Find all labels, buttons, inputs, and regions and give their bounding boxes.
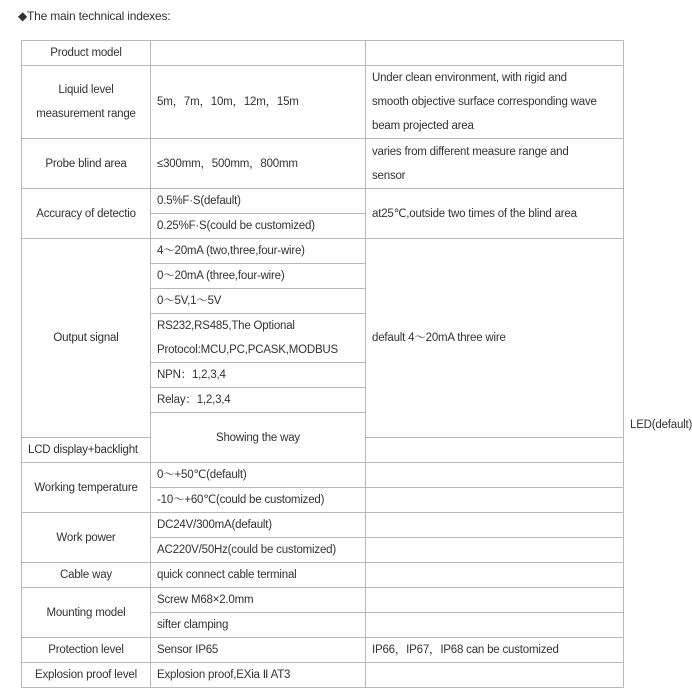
row-label: Product model bbox=[22, 41, 151, 66]
row-note: varies from different measure range and sensor bbox=[366, 139, 624, 189]
table-row bbox=[22, 663, 624, 688]
table-row bbox=[22, 41, 624, 66]
row-label: Accuracy of detectio bbox=[22, 189, 151, 239]
row-note bbox=[366, 613, 624, 638]
row-value: quick connect cable terminal bbox=[151, 563, 366, 588]
row-value: LCD display+backlight bbox=[22, 438, 151, 463]
row-value: ≤300mm，500mm，800mm bbox=[151, 139, 366, 189]
row-note bbox=[366, 513, 624, 538]
row-note bbox=[366, 588, 624, 613]
row-value: 4～20mA (two,three,four-wire) bbox=[151, 239, 366, 264]
row-value: AC220V/50Hz(could be customized) bbox=[151, 538, 366, 563]
row-label: Cable way bbox=[22, 563, 151, 588]
row-value bbox=[151, 41, 366, 66]
row-note: at25℃,outside two times of the blind area bbox=[366, 189, 624, 239]
table-row bbox=[22, 463, 624, 488]
table-row bbox=[22, 563, 624, 588]
technical-indexes-table bbox=[21, 40, 692, 688]
table-row bbox=[22, 66, 624, 139]
table-row bbox=[22, 189, 624, 214]
row-label: Showing the way bbox=[151, 413, 366, 463]
row-note bbox=[366, 41, 624, 66]
table-row bbox=[22, 513, 624, 538]
table-row bbox=[22, 239, 624, 264]
row-value: sifter clamping bbox=[151, 613, 366, 638]
row-value: 5m，7m，10m，12m，15m bbox=[151, 66, 366, 139]
row-note: Under clean environment, with rigid and smooth objective surface corresponding wave beam projected area bbox=[366, 66, 624, 139]
row-note: IP66，IP67，IP68 can be customized bbox=[366, 638, 624, 663]
row-label: Protection level bbox=[22, 638, 151, 663]
row-value: Screw M68×2.0mm bbox=[151, 588, 366, 613]
table-row bbox=[22, 588, 624, 613]
row-note bbox=[366, 438, 624, 463]
row-value: DC24V/300mA(default) bbox=[151, 513, 366, 538]
row-value: 0～5V,1～5V bbox=[151, 289, 366, 314]
row-value: RS232,RS485,The Optional Protocol:MCU,PC,PCASK,MODBUS bbox=[151, 314, 366, 363]
row-value: 0～20mA (three,four-wire) bbox=[151, 264, 366, 289]
row-value: NPN：1,2,3,4 bbox=[151, 363, 366, 388]
row-value: -10～+60℃(could be customized) bbox=[151, 488, 366, 513]
row-label: Mounting model bbox=[22, 588, 151, 638]
row-value: 0～+50℃(default) bbox=[151, 463, 366, 488]
row-note: default 4～20mA three wire bbox=[366, 239, 624, 438]
row-label: Work power bbox=[22, 513, 151, 563]
row-value: Explosion proof,EXia Ⅱ AT3 bbox=[151, 663, 366, 688]
row-value: 0.25%F·S(could be customized) bbox=[151, 214, 366, 239]
table-row: Showing the way LED(default) bbox=[22, 413, 624, 438]
table-row bbox=[22, 139, 624, 189]
row-label: Liquid level measurement range bbox=[22, 66, 151, 139]
row-label: Working temperature bbox=[22, 463, 151, 513]
row-value: 0.5%F·S(default) bbox=[151, 189, 366, 214]
row-note bbox=[366, 463, 624, 488]
table-row bbox=[22, 638, 624, 663]
row-value: Sensor IP65 bbox=[151, 638, 366, 663]
row-note bbox=[366, 563, 624, 588]
row-note bbox=[366, 488, 624, 513]
row-label: Explosion proof level bbox=[22, 663, 151, 688]
row-value: Relay：1,2,3,4 bbox=[151, 388, 366, 413]
row-note bbox=[366, 538, 624, 563]
section-heading: ◆The main technical indexes: bbox=[18, 9, 171, 23]
row-label: Output signal bbox=[22, 239, 151, 438]
row-label: Probe blind area bbox=[22, 139, 151, 189]
row-note bbox=[366, 663, 624, 688]
